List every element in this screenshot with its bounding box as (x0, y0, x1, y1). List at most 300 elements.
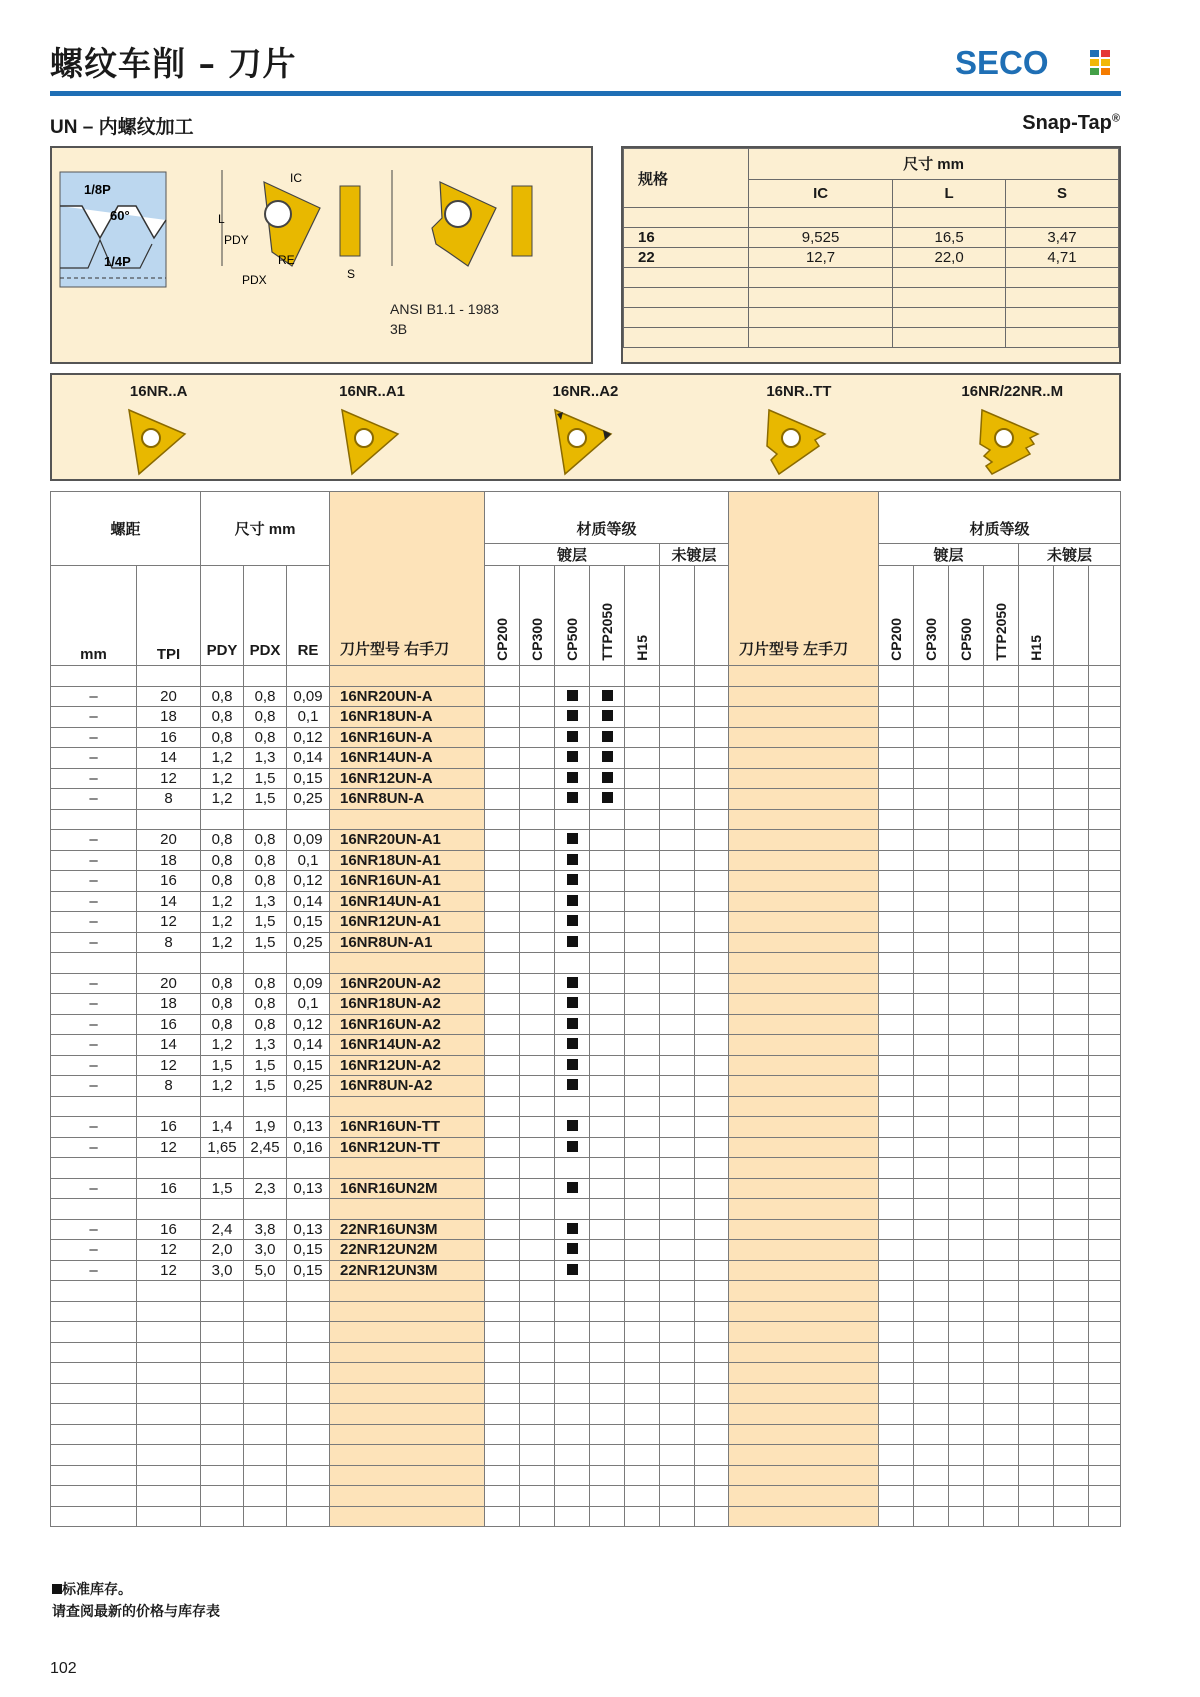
cell-pdy: 0,8 (201, 850, 244, 871)
stock-square-icon (567, 915, 578, 926)
cell-tpi: 18 (137, 994, 201, 1015)
col-tpi: TPI (137, 566, 201, 666)
cell-h15 (625, 1137, 660, 1158)
cell-cp300 (520, 850, 555, 871)
legend-stock: 标准库存。 (52, 1578, 220, 1600)
cell-insert-code: 16NR14UN-A1 (330, 891, 485, 912)
cell-left-hand-code (729, 768, 879, 789)
stock-square-icon (567, 997, 578, 1008)
cell-h15 (625, 932, 660, 953)
grade-header-right: 材质等级 (485, 492, 729, 544)
cell-cp300 (520, 1035, 555, 1056)
header-rule (50, 91, 1121, 96)
cell-re: 0,15 (287, 1055, 330, 1076)
cell-insert-code: 16NR12UN-A (330, 768, 485, 789)
stock-square-icon (567, 833, 578, 844)
stock-square-icon (567, 1038, 578, 1049)
insert-m-image (972, 400, 1052, 480)
cell-pdx: 1,3 (244, 891, 287, 912)
cell-mm: – (51, 1178, 137, 1199)
cell-pdy: 1,2 (201, 912, 244, 933)
grade-cp500-right: CP500 (564, 618, 580, 661)
table-row-blank (51, 1342, 1121, 1363)
table-row (51, 1137, 1121, 1158)
cell-ttp2050 (590, 727, 625, 748)
table-row-blank (51, 1158, 1121, 1179)
cell-ttp2050 (590, 1137, 625, 1158)
cell-left-hand-code (729, 1219, 879, 1240)
insert-type-m: 16NR/22NR..M (917, 383, 1107, 480)
cell-left-hand-code (729, 994, 879, 1015)
cell-pdx: 2,45 (244, 1137, 287, 1158)
cell-tpi: 20 (137, 973, 201, 994)
cell-cp200 (485, 1260, 520, 1281)
cell-re: 0,1 (287, 707, 330, 728)
table-row (51, 727, 1121, 748)
cell-left-hand-code (729, 1137, 879, 1158)
cell-cp300 (520, 789, 555, 810)
right-hand-header: 刀片型号 右手刀 (330, 492, 485, 666)
cell-insert-code: 16NR18UN-A (330, 707, 485, 728)
col-mm: mm (51, 566, 137, 666)
cell-insert-code: 16NR12UN-TT (330, 1137, 485, 1158)
cell-mm: – (51, 973, 137, 994)
cell-tpi: 18 (137, 850, 201, 871)
cell-pdy: 0,8 (201, 727, 244, 748)
cell-pdy: 0,8 (201, 1014, 244, 1035)
cell-cp300 (520, 1219, 555, 1240)
cell-pdx: 2,3 (244, 1178, 287, 1199)
cell-left-hand-code (729, 1035, 879, 1056)
dimension-table (623, 148, 1119, 348)
cell-mm: – (51, 932, 137, 953)
cell-cp300 (520, 912, 555, 933)
cell-ttp2050 (590, 891, 625, 912)
cell-ttp2050 (590, 1035, 625, 1056)
cell-ttp2050 (590, 1219, 625, 1240)
cell-left-hand-code (729, 707, 879, 728)
cell-mm: – (51, 1260, 137, 1281)
profile-label-1-8p: 1/8P (84, 182, 111, 197)
cell-ttp2050 (590, 1055, 625, 1076)
cell-h15 (625, 830, 660, 851)
cell-cp300 (520, 1240, 555, 1261)
cell-pdy: 1,2 (201, 789, 244, 810)
cell-left-hand-code (729, 686, 879, 707)
table-row-blank (51, 809, 1121, 830)
cell-re: 0,13 (287, 1117, 330, 1138)
cell-cp500 (555, 912, 590, 933)
cell-left-hand-code (729, 932, 879, 953)
cell-cp200 (485, 1014, 520, 1035)
cell-ttp2050 (590, 994, 625, 1015)
cell-cp200 (485, 1137, 520, 1158)
cell-insert-code: 16NR20UN-A1 (330, 830, 485, 851)
cell-mm: – (51, 686, 137, 707)
table-row (51, 850, 1121, 871)
cell-left-hand-code (729, 912, 879, 933)
grade-cp300-right: CP300 (529, 618, 545, 661)
stock-square-icon (567, 1264, 578, 1275)
insert-label-ic: IC (290, 171, 302, 185)
product-line-name: Snap-Tap (1022, 112, 1112, 134)
table-row-blank (51, 953, 1121, 974)
insert-types-panel (50, 373, 1121, 481)
dim-col-ic: IC (749, 179, 893, 207)
dimension-panel (621, 146, 1121, 364)
cell-tpi: 12 (137, 768, 201, 789)
cell-pdx: 1,3 (244, 748, 287, 769)
cell-re: 0,15 (287, 768, 330, 789)
table-row (51, 1260, 1121, 1281)
cell-insert-code: 16NR12UN-A2 (330, 1055, 485, 1076)
cell-pdx: 0,8 (244, 994, 287, 1015)
cell-left-hand-code (729, 789, 879, 810)
table-row (51, 871, 1121, 892)
table-row (51, 1014, 1121, 1035)
cell-insert-code: 16NR12UN-A1 (330, 912, 485, 933)
table-row-blank (51, 1506, 1121, 1527)
cell-pdx: 0,8 (244, 871, 287, 892)
cell-pdx: 1,3 (244, 1035, 287, 1056)
insert-selection-table (50, 491, 1121, 1527)
cell-ttp2050 (590, 1117, 625, 1138)
cell-cp200 (485, 1219, 520, 1240)
cell-pdy: 3,0 (201, 1260, 244, 1281)
cell-pdy: 1,5 (201, 1055, 244, 1076)
cell-cp500 (555, 1014, 590, 1035)
insert-tt-image (759, 400, 839, 480)
stock-square-icon (567, 751, 578, 762)
cell-left-hand-code (729, 1240, 879, 1261)
cell-pdy: 0,8 (201, 871, 244, 892)
section-subtitle: UN – 内螺纹加工 (50, 117, 194, 138)
cell-h15 (625, 1117, 660, 1138)
cell-cp300 (520, 871, 555, 892)
cell-h15 (625, 973, 660, 994)
cell-tpi: 16 (137, 1117, 201, 1138)
cell-cp300 (520, 1014, 555, 1035)
cell-left-hand-code (729, 748, 879, 769)
cell-ttp2050 (590, 932, 625, 953)
stock-square-icon (602, 792, 613, 803)
dim-spec-header: 规格 (624, 149, 749, 208)
cell-mm: – (51, 1219, 137, 1240)
cell-pdx: 0,8 (244, 727, 287, 748)
cell-h15 (625, 1178, 660, 1199)
cell-cp200 (485, 1240, 520, 1261)
profile-label-1-4p: 1/4P (104, 254, 131, 269)
cell-pdy: 1,2 (201, 768, 244, 789)
cell-cp200 (485, 994, 520, 1015)
cell-mm: – (51, 707, 137, 728)
table-row-blank (51, 1486, 1121, 1507)
cell-cp200 (485, 1076, 520, 1097)
cell-cp300 (520, 748, 555, 769)
cell-insert-code: 16NR16UN-A1 (330, 871, 485, 892)
cell-cp200 (485, 871, 520, 892)
cell-cp300 (520, 830, 555, 851)
dim-group-header: 尺寸 mm (749, 149, 1119, 180)
cell-cp200 (485, 748, 520, 769)
cell-cp200 (485, 1035, 520, 1056)
stock-square-icon (567, 854, 578, 865)
stock-square-icon (602, 751, 613, 762)
table-row-blank (51, 1404, 1121, 1425)
legend-note: 请查阅最新的价格与库存表 (52, 1603, 220, 1619)
insert-label-re: RE (278, 253, 295, 267)
cell-cp500 (555, 1178, 590, 1199)
cell-h15 (625, 1055, 660, 1076)
cell-re: 0,12 (287, 727, 330, 748)
table-row (51, 1035, 1121, 1056)
product-line (1022, 112, 1120, 135)
cell-mm: – (51, 1117, 137, 1138)
insert-label-pdx: PDX (242, 273, 267, 287)
cell-re: 0,09 (287, 686, 330, 707)
cell-h15 (625, 1240, 660, 1261)
cell-cp200 (485, 912, 520, 933)
cell-pdx: 0,8 (244, 707, 287, 728)
cell-pdy: 0,8 (201, 707, 244, 728)
cell-pdy: 0,8 (201, 686, 244, 707)
cell-ttp2050 (590, 912, 625, 933)
coated-header-left: 镀层 (879, 544, 1019, 566)
cell-h15 (625, 748, 660, 769)
stock-square-icon (567, 1243, 578, 1254)
cell-cp500 (555, 1076, 590, 1097)
stock-square-icon (567, 772, 578, 783)
table-row-blank (51, 666, 1121, 687)
grade-cp500-left: CP500 (958, 618, 974, 661)
cell-pdy: 0,8 (201, 830, 244, 851)
cell-tpi: 12 (137, 1055, 201, 1076)
cell-cp500 (555, 1240, 590, 1261)
cell-tpi: 16 (137, 1219, 201, 1240)
cell-cp200 (485, 707, 520, 728)
cell-mm: – (51, 1014, 137, 1035)
table-row (51, 1178, 1121, 1199)
cell-h15 (625, 768, 660, 789)
cell-cp300 (520, 727, 555, 748)
stock-square-icon (602, 772, 613, 783)
cell-mm: – (51, 789, 137, 810)
cell-tpi: 14 (137, 748, 201, 769)
table-row (51, 830, 1121, 851)
cell-left-hand-code (729, 871, 879, 892)
cell-pdx: 1,5 (244, 932, 287, 953)
table-row (51, 912, 1121, 933)
logo-text: SECO (955, 44, 1049, 80)
table-row (51, 1117, 1121, 1138)
cell-cp500 (555, 932, 590, 953)
col-pdy: PDY (201, 566, 244, 666)
stock-square-icon (567, 1079, 578, 1090)
cell-tpi: 16 (137, 727, 201, 748)
cell-pdx: 1,9 (244, 1117, 287, 1138)
stock-square-icon (567, 1141, 578, 1152)
cell-pdy: 1,5 (201, 1178, 244, 1199)
cell-ttp2050 (590, 973, 625, 994)
cell-mm: – (51, 912, 137, 933)
cell-left-hand-code (729, 1055, 879, 1076)
cell-mm: – (51, 891, 137, 912)
cell-mm: – (51, 1035, 137, 1056)
cell-mm: – (51, 1240, 137, 1261)
cell-insert-code: 16NR16UN-A (330, 727, 485, 748)
profile-label-angle: 60° (110, 208, 130, 223)
cell-cp500 (555, 748, 590, 769)
uncoated-header-right: 未镀层 (660, 544, 729, 566)
cell-cp500 (555, 768, 590, 789)
cell-cp500 (555, 789, 590, 810)
stock-square-icon (602, 731, 613, 742)
cell-ttp2050 (590, 686, 625, 707)
stock-square-icon (567, 874, 578, 885)
table-row (51, 1219, 1121, 1240)
insert-label-l: L (218, 212, 225, 226)
cell-cp500 (555, 727, 590, 748)
dim-row: 16 9,525 16,5 3,47 (624, 228, 1119, 248)
cell-ttp2050 (590, 1076, 625, 1097)
cell-ttp2050 (590, 1178, 625, 1199)
cell-ttp2050 (590, 1260, 625, 1281)
stock-square-icon (602, 710, 613, 721)
cell-cp300 (520, 1055, 555, 1076)
cell-mm: – (51, 768, 137, 789)
cell-ttp2050 (590, 830, 625, 851)
cell-cp500 (555, 1260, 590, 1281)
geometry-diagram-panel (50, 146, 593, 364)
grade-cp200-right: CP200 (494, 618, 510, 661)
cell-re: 0,14 (287, 891, 330, 912)
cell-pdy: 2,4 (201, 1219, 244, 1240)
cell-insert-code: 22NR16UN3M (330, 1219, 485, 1240)
cell-re: 0,15 (287, 912, 330, 933)
cell-cp300 (520, 707, 555, 728)
table-row (51, 891, 1121, 912)
stock-square-icon (52, 1584, 62, 1594)
cell-pdy: 1,2 (201, 932, 244, 953)
cell-tpi: 12 (137, 912, 201, 933)
cell-re: 0,14 (287, 1035, 330, 1056)
cell-pdy: 1,2 (201, 1076, 244, 1097)
cell-pdx: 1,5 (244, 1076, 287, 1097)
cell-cp200 (485, 686, 520, 707)
stock-square-icon (567, 936, 578, 947)
table-row (51, 932, 1121, 953)
grade-h15-right: H15 (634, 635, 650, 661)
cell-pdy: 1,2 (201, 1035, 244, 1056)
cell-mm: – (51, 830, 137, 851)
cell-pdy: 0,8 (201, 973, 244, 994)
cell-ttp2050 (590, 1240, 625, 1261)
cell-h15 (625, 686, 660, 707)
cell-pdx: 1,5 (244, 912, 287, 933)
table-row-blank (51, 1465, 1121, 1486)
insert-a1-image (332, 400, 412, 480)
cell-re: 0,12 (287, 871, 330, 892)
insert-label-s: S (347, 267, 356, 281)
table-row-blank (51, 1199, 1121, 1220)
cell-cp200 (485, 1117, 520, 1138)
cell-insert-code: 16NR18UN-A1 (330, 850, 485, 871)
cell-pdx: 5,0 (244, 1260, 287, 1281)
cell-left-hand-code (729, 727, 879, 748)
table-row-blank (51, 1383, 1121, 1404)
cell-tpi: 18 (137, 707, 201, 728)
cell-tpi: 14 (137, 1035, 201, 1056)
legend (52, 1578, 220, 1622)
cell-cp500 (555, 1219, 590, 1240)
cell-pdy: 1,2 (201, 748, 244, 769)
insert-type-a2: 16NR..A2 (490, 383, 680, 480)
table-row (51, 994, 1121, 1015)
cell-mm: – (51, 1055, 137, 1076)
cell-ttp2050 (590, 768, 625, 789)
standard-line-1: ANSI B1.1 - 1983 (390, 301, 499, 317)
cell-left-hand-code (729, 830, 879, 851)
cell-cp500 (555, 686, 590, 707)
table-row (51, 789, 1121, 810)
cell-tpi: 12 (137, 1137, 201, 1158)
page-title: 螺纹车削 – 刀片 (50, 44, 297, 83)
cell-tpi: 16 (137, 1014, 201, 1035)
cell-cp200 (485, 1178, 520, 1199)
cell-cp300 (520, 994, 555, 1015)
stock-square-icon (567, 895, 578, 906)
cell-pdx: 0,8 (244, 850, 287, 871)
stock-square-icon (567, 1059, 578, 1070)
cell-cp300 (520, 1178, 555, 1199)
dim-row: 22 12,7 22,0 4,71 (624, 248, 1119, 268)
grade-h15-left: H15 (1028, 635, 1044, 661)
cell-pdy: 0,8 (201, 994, 244, 1015)
grade-cp300-left: CP300 (923, 618, 939, 661)
cell-left-hand-code (729, 1260, 879, 1281)
cell-mm: – (51, 727, 137, 748)
cell-insert-code: 16NR16UN-TT (330, 1117, 485, 1138)
cell-cp300 (520, 768, 555, 789)
table-row-blank (51, 1424, 1121, 1445)
cell-cp200 (485, 768, 520, 789)
cell-cp200 (485, 850, 520, 871)
cell-re: 0,1 (287, 850, 330, 871)
table-row-blank (51, 1281, 1121, 1302)
table-row-blank (51, 1363, 1121, 1384)
cell-tpi: 14 (137, 891, 201, 912)
cell-pdy: 1,65 (201, 1137, 244, 1158)
cell-tpi: 8 (137, 1076, 201, 1097)
insert-type-a1: 16NR..A1 (277, 383, 467, 480)
insert-table-body (51, 666, 1121, 1527)
standard-line-2: 3B (390, 321, 408, 337)
cell-pdy: 1,4 (201, 1117, 244, 1138)
cell-h15 (625, 850, 660, 871)
cell-insert-code: 16NR8UN-A1 (330, 932, 485, 953)
cell-insert-code: 16NR18UN-A2 (330, 994, 485, 1015)
cell-insert-code: 16NR8UN-A2 (330, 1076, 485, 1097)
cell-re: 0,1 (287, 994, 330, 1015)
cell-insert-code: 16NR14UN-A2 (330, 1035, 485, 1056)
cell-cp500 (555, 1117, 590, 1138)
cell-cp200 (485, 891, 520, 912)
cell-cp300 (520, 1076, 555, 1097)
cell-pdy: 2,0 (201, 1240, 244, 1261)
size-header: 尺寸 mm (201, 492, 330, 566)
cell-cp500 (555, 707, 590, 728)
cell-cp300 (520, 973, 555, 994)
